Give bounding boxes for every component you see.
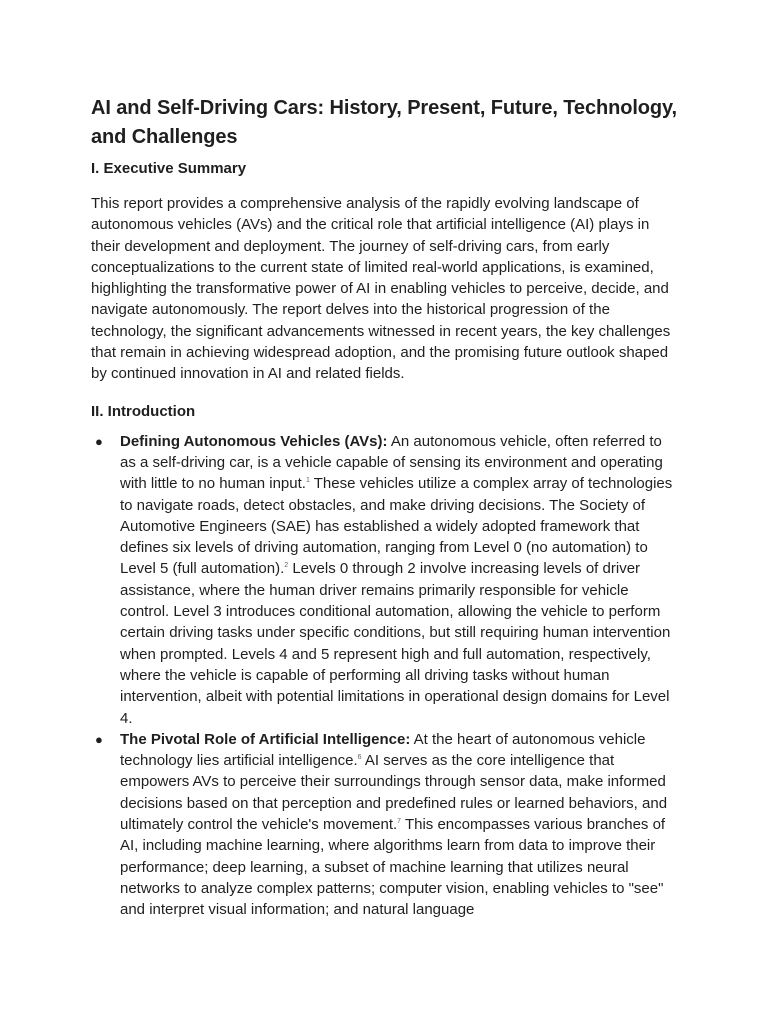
introduction-heading: II. Introduction	[91, 402, 196, 420]
bullet-text: AI serves as the core intelligence that empowers AVs to perceive their surroundings through sensor data, make informed decisions based on that perception and predefined rules or learned behaviors, and ultimately control the vehicle's movement.	[120, 752, 668, 834]
bullet-text: An autonomous vehicle, often referred to as a self-driving car, is a vehicle capable of sensing its environment and operating with little to no human input.	[120, 432, 663, 493]
list-item-defining-avs	[91, 431, 680, 729]
bullet-icon: ●	[95, 433, 103, 449]
bullet-text: At the heart of autonomous vehicle technology lies artificial intelligence.	[120, 730, 646, 770]
executive-summary-paragraph: This report provides a comprehensive analysis of the rapidly evolving landscape of autonomous vehicles (AVs) and the critical role that artificial intelligence (AI) plays in their development and deployment. The journey of self-driving cars, from early conceptualizations to the current state of limited real-world applications, is examined, highlighting the transformative power of AI in enabling vehicles to perceive, decide, and navigate autonomously. The report delves into the historical progression of the technology, the significant advancements witnessed in recent years, the key challenges that remain in achieving widespread adoption, and the promising future outlook shaped by continued innovation in AI and related fields.	[91, 195, 671, 383]
introduction-bullet-list	[91, 431, 680, 921]
executive-summary-heading: I. Executive Summary	[91, 160, 247, 177]
bullet-term: Defining Autonomous Vehicles (AVs):	[120, 432, 388, 450]
footnote-ref[interactable]: 7	[397, 818, 402, 826]
bullet-text: These vehicles utilize a complex array of technologies to navigate roads, detect obstacles, and make driving decisions. The Society of Automotive Engineers (SAE) has established a widely adopted framework that defines six levels of driving automation, ranging from Level 0 (no automation) to Level 5 (full automation).	[120, 475, 673, 578]
bullet-term: The Pivotal Role of Artificial Intelligence:	[120, 730, 411, 748]
bullet-icon: ●	[95, 731, 103, 747]
bullet-text: This encompasses various branches of AI, including machine learning, where algorithms learn from data to improve their performance; deep learning, a subset of machine learning that utilizes neural networks to analyze complex patterns; computer vision, enabling vehicles to "see" and interpret visual information; and natural language	[120, 816, 666, 919]
footnote-ref[interactable]: 6	[357, 754, 362, 762]
bullet-text: Levels 0 through 2 involve increasing levels of driver assistance, where the human driver remains primarily responsible for vehicle control. Level 3 introduces conditional automation, allowing the vehicle to perform certain driving tasks under specific conditions, but still requiring human intervention when prompted. Levels 4 and 5 represent high and full automation, respectively, where the vehicle is capable of performing all driving tasks without human intervention, albeit with potential limitations in operational design domains for Level 4.	[120, 560, 671, 727]
footnote-ref[interactable]: 2	[284, 562, 289, 570]
document-title: AI and Self-Driving Cars: History, Present, Future, Technology, and Challenges	[91, 97, 678, 148]
list-item-role-of-ai	[91, 729, 680, 921]
footnote-ref[interactable]: 1	[305, 477, 310, 485]
